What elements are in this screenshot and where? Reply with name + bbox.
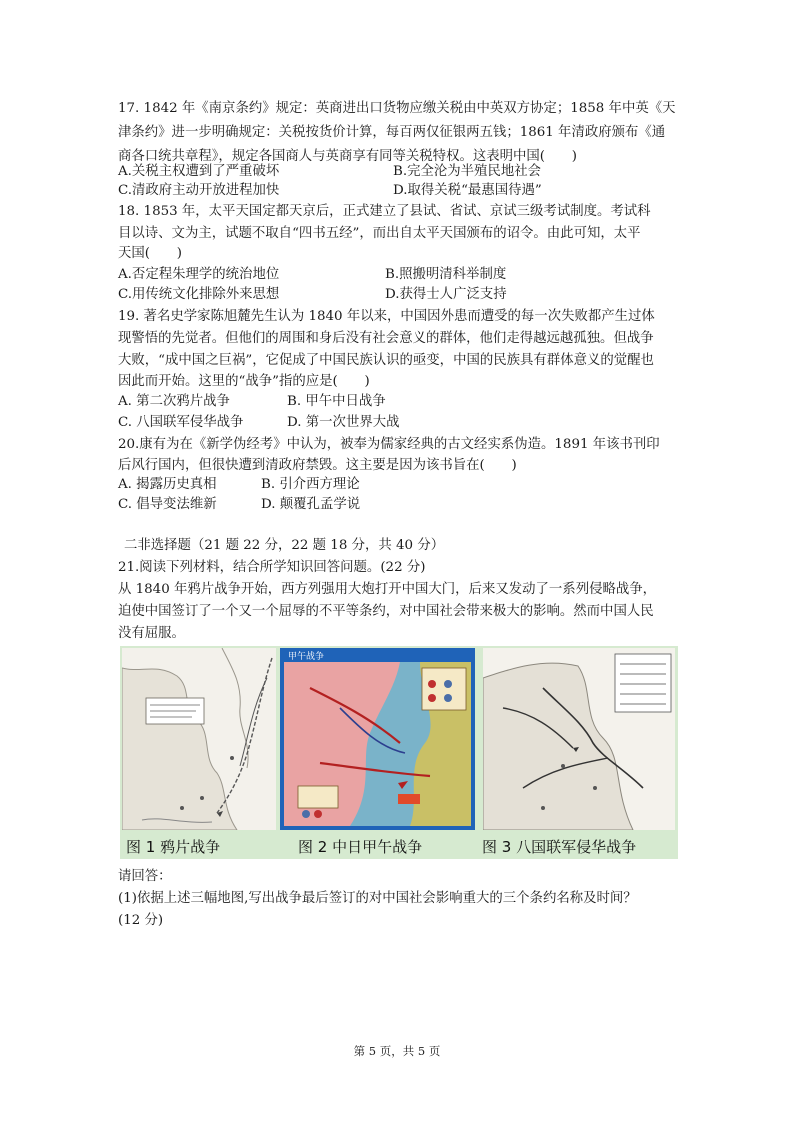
q18-line-3: 天国( ) [118, 246, 183, 261]
page-footer: 第 5 页，共 5 页 [353, 1044, 441, 1058]
q21-sub1-line-2: (12 分) [118, 913, 164, 928]
q19-option-d: D. 第一次世界大战 [287, 415, 400, 430]
q17-option-b: B.完全沦为半殖民地社会 [393, 164, 542, 179]
opium-war-map [122, 648, 276, 830]
q20-line-2: 后风行国内，但很快遭到清政府禁毁。这主要是因为该书旨在( ) [118, 458, 517, 473]
q21-line-1: 21.阅读下列材料，结合所学知识回答问题。(22 分) [118, 560, 426, 575]
q17-line-3: 商各口统共章程》，规定各国商人与英商享有同等关税特权。这表明中国( ) [118, 149, 578, 164]
q20-option-c: C. 倡导变法维新 [118, 497, 217, 512]
q18-line-2: 目以诗、文为主，试题不取自“四书五经”，而出自太平天国颁布的诏令。由此可知，太平 [118, 226, 641, 241]
sino-japanese-war-map [280, 648, 475, 830]
q17-line-2: 津条约》进一步明确规定：关税按货价计算，每百两仅征银两五钱；1861 年清政府颁布《通 [118, 125, 666, 140]
sino-japanese-war-map-drawing [280, 648, 475, 830]
q21-sub1-line-1: (1)依据上述三幅地图,写出战争最后签订的对中国社会影响重大的三个条约名称及时间？ [118, 891, 637, 906]
q19-line-3: 大败，“成中国之巨祸”，它促成了中国民族认识的亟变，中国的民族具有群体意义的觉醒也 [118, 353, 654, 368]
q21-line-4: 没有屈服。 [118, 626, 185, 641]
fig2-caption: 图 2 中日甲午战争 [298, 838, 423, 856]
q17-option-a: A.关税主权遭到了严重破坏 [118, 164, 280, 179]
eight-nation-war-map-drawing [483, 648, 675, 830]
q21-ask: 请回答： [118, 869, 172, 884]
q19-option-b: B. 甲午中日战争 [287, 394, 386, 409]
q19-option-a: A. 第二次鸦片战争 [118, 394, 230, 409]
q17-option-c: C.清政府主动开放进程加快 [118, 183, 280, 198]
q20-option-b: B. 引介西方理论 [261, 477, 360, 492]
q18-option-d: D.获得士人广泛支持 [385, 287, 507, 302]
section-2-heading: 二非选择题（21 题 22 分，22 题 18 分，共 40 分） [124, 538, 445, 553]
q18-option-b: B.照搬明清科举制度 [385, 267, 507, 282]
q21-line-3: 迫使中国签订了一个又一个屈辱的不平等条约，对中国社会带来极大的影响。然而中国人民 [118, 604, 654, 619]
opium-war-map-drawing [122, 648, 276, 830]
eight-nation-war-map [483, 648, 675, 830]
fig3-caption: 图 3 八国联军侵华战争 [482, 838, 637, 856]
q17-line-1: 17. 1842 年《南京条约》规定：英商进出口货物应缴关税由中英双方协定；1858 年中英《天 [118, 101, 676, 116]
fig2-map-title: 甲午战争 [288, 652, 325, 662]
q18-line-1: 18. 1853 年，太平天国定都天京后，正式建立了县试、省试、京试三级考试制度。考试科 [118, 204, 651, 219]
q21-line-2: 从 1840 年鸦片战争开始，西方列强用大炮打开中国大门，后来又发动了一系列侵略战争， [118, 582, 657, 597]
maps-figure [120, 646, 678, 859]
q17-option-d: D.取得关税“最惠国待遇” [393, 183, 542, 198]
q19-line-4: 因此而开始。这里的“战争”指的应是( ) [118, 374, 370, 389]
q20-line-1: 20.康有为在《新学伪经考》中认为，被奉为儒家经典的古文经实系伪造。1891 年该书刊印 [118, 437, 660, 452]
q18-option-a: A.否定程朱理学的统治地位 [118, 267, 280, 282]
q19-line-2: 现警悟的先觉者。但他们的周围和身后没有社会意义的群体，他们走得越远越孤独。但战争 [118, 331, 654, 346]
q19-option-c: C. 八国联军侵华战争 [118, 415, 244, 430]
q18-option-c: C.用传统文化排除外来思想 [118, 287, 280, 302]
q19-line-1: 19. 著名史学家陈旭麓先生认为 1840 年以来，中国因外患而遭受的每一次失败都产生过体 [118, 309, 655, 324]
q20-option-d: D. 颠覆孔孟学说 [261, 497, 361, 512]
q20-option-a: A. 揭露历史真相 [118, 477, 217, 492]
fig1-caption: 图 1 鸦片战争 [126, 838, 221, 856]
